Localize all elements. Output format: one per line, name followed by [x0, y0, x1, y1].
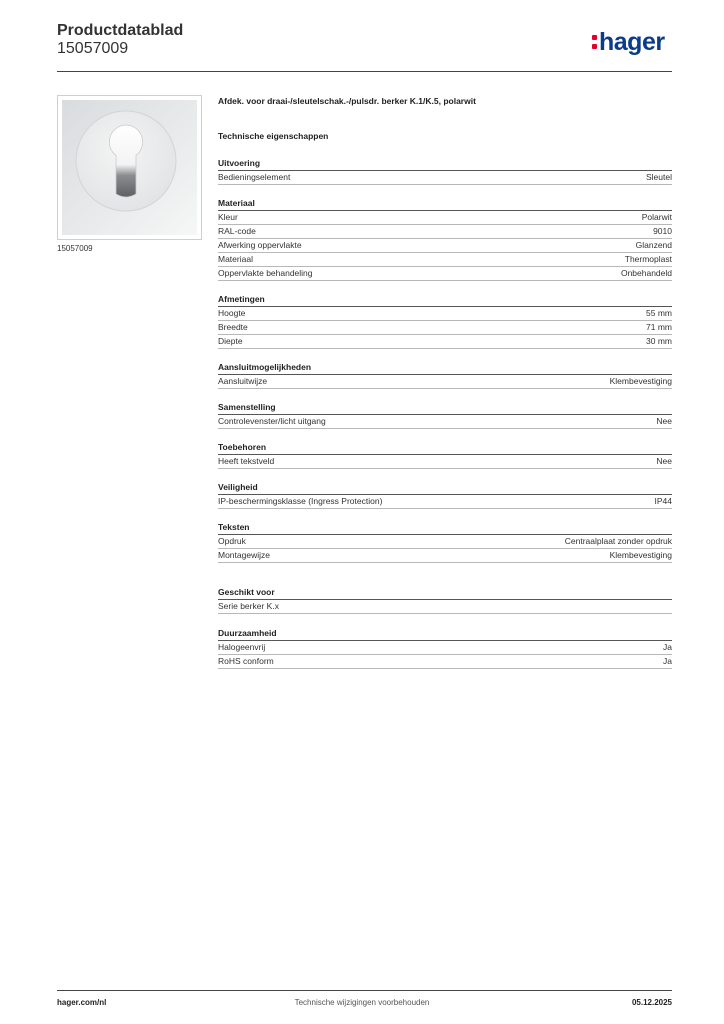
spec-group [218, 157, 672, 185]
property-label: Controlevenster/licht uitgang [218, 416, 326, 426]
property-label: Afwerking oppervlakte [218, 240, 302, 250]
property-row [218, 335, 672, 349]
product-title: Afdek. voor draai-/sleutelschak.-/pulsdr. berker K.1/K.5, polarwit [218, 96, 476, 106]
spec-group [218, 401, 672, 429]
spec-group [218, 627, 672, 669]
property-row [218, 267, 672, 281]
group-heading: Geschikt voor [218, 586, 672, 600]
property-value: Sleutel [646, 172, 672, 182]
property-value: 30 mm [646, 336, 672, 346]
property-label: IP-beschermingsklasse (Ingress Protection) [218, 496, 383, 506]
property-row [218, 495, 672, 509]
section-title: Technische eigenschappen [218, 131, 329, 141]
property-value: Klembevestiging [609, 376, 672, 386]
property-row [218, 321, 672, 335]
property-label: Kleur [218, 212, 238, 222]
group-heading: Materiaal [218, 197, 672, 211]
property-label: Serie berker K.x [218, 601, 279, 611]
group-heading: Duurzaamheid [218, 627, 672, 641]
property-value: Glanzend [635, 240, 672, 250]
product-image [57, 95, 202, 240]
property-value: Onbehandeld [620, 268, 672, 278]
property-value: Centraalplaat zonder opdruk [564, 536, 672, 546]
group-heading: Uitvoering [218, 157, 672, 171]
property-value: 71 mm [646, 322, 672, 332]
document-title: Productdatablad [57, 22, 184, 39]
property-value: Polarwit [641, 212, 672, 222]
property-label: Montagewijze [218, 550, 270, 560]
property-row [218, 171, 672, 185]
property-label: Materiaal [218, 254, 253, 264]
footer-disclaimer: Technische wijzigingen voorbehouden [294, 998, 430, 1007]
footer-website[interactable]: hager.com/nl [57, 998, 107, 1007]
property-value: Ja [663, 656, 672, 666]
property-label: Bedieningselement [218, 172, 291, 182]
property-row [218, 549, 672, 563]
property-value: IP44 [654, 496, 672, 506]
property-label: Halogeenvrij [218, 642, 266, 652]
property-row [218, 641, 672, 655]
property-value: 55 mm [646, 308, 672, 318]
spec-group [218, 293, 672, 349]
group-heading: Samenstelling [218, 401, 672, 415]
property-label: RAL-code [218, 226, 256, 236]
spec-group [218, 586, 672, 614]
footer-divider [57, 990, 672, 991]
property-label: Hoogte [218, 308, 246, 318]
property-row [218, 375, 672, 389]
property-value: Klembevestiging [609, 550, 672, 560]
keyhole-plate-icon [58, 96, 201, 239]
property-label: Opdruk [218, 536, 246, 546]
property-label: Aansluitwijze [218, 376, 268, 386]
property-label: RoHS conform [218, 656, 274, 666]
property-label: Oppervlakte behandeling [218, 268, 313, 278]
image-caption: 15057009 [57, 244, 93, 253]
property-row [218, 239, 672, 253]
property-label: Heeft tekstveld [218, 456, 275, 466]
property-value: Nee [656, 416, 672, 426]
spec-group [218, 521, 672, 563]
header-divider [57, 71, 672, 72]
spec-group [218, 481, 672, 509]
property-row [218, 253, 672, 267]
property-row [218, 600, 672, 614]
property-value: Ja [663, 642, 672, 652]
property-row [218, 211, 672, 225]
property-value: Thermoplast [624, 254, 672, 264]
product-number: 15057009 [57, 40, 129, 57]
property-row [218, 415, 672, 429]
group-heading: Teksten [218, 521, 672, 535]
hager-logo [592, 27, 665, 57]
property-row [218, 225, 672, 239]
property-label: Breedte [218, 322, 248, 332]
property-row [218, 655, 672, 669]
property-value: 9010 [653, 226, 672, 236]
spec-groups [218, 157, 672, 669]
property-row [218, 307, 672, 321]
logo-dots-icon [592, 27, 597, 57]
spec-group [218, 441, 672, 469]
spec-content [218, 96, 672, 669]
property-row [218, 535, 672, 549]
group-heading: Afmetingen [218, 293, 672, 307]
spec-group [218, 197, 672, 281]
property-row [218, 455, 672, 469]
footer-date: 05.12.2025 [631, 998, 672, 1007]
group-heading: Veiligheid [218, 481, 672, 495]
property-label: Diepte [218, 336, 243, 346]
property-value: Nee [656, 456, 672, 466]
group-heading: Aansluitmogelijkheden [218, 361, 672, 375]
group-heading: Toebehoren [218, 441, 672, 455]
logo-text: hager [599, 28, 665, 56]
spec-group [218, 361, 672, 389]
